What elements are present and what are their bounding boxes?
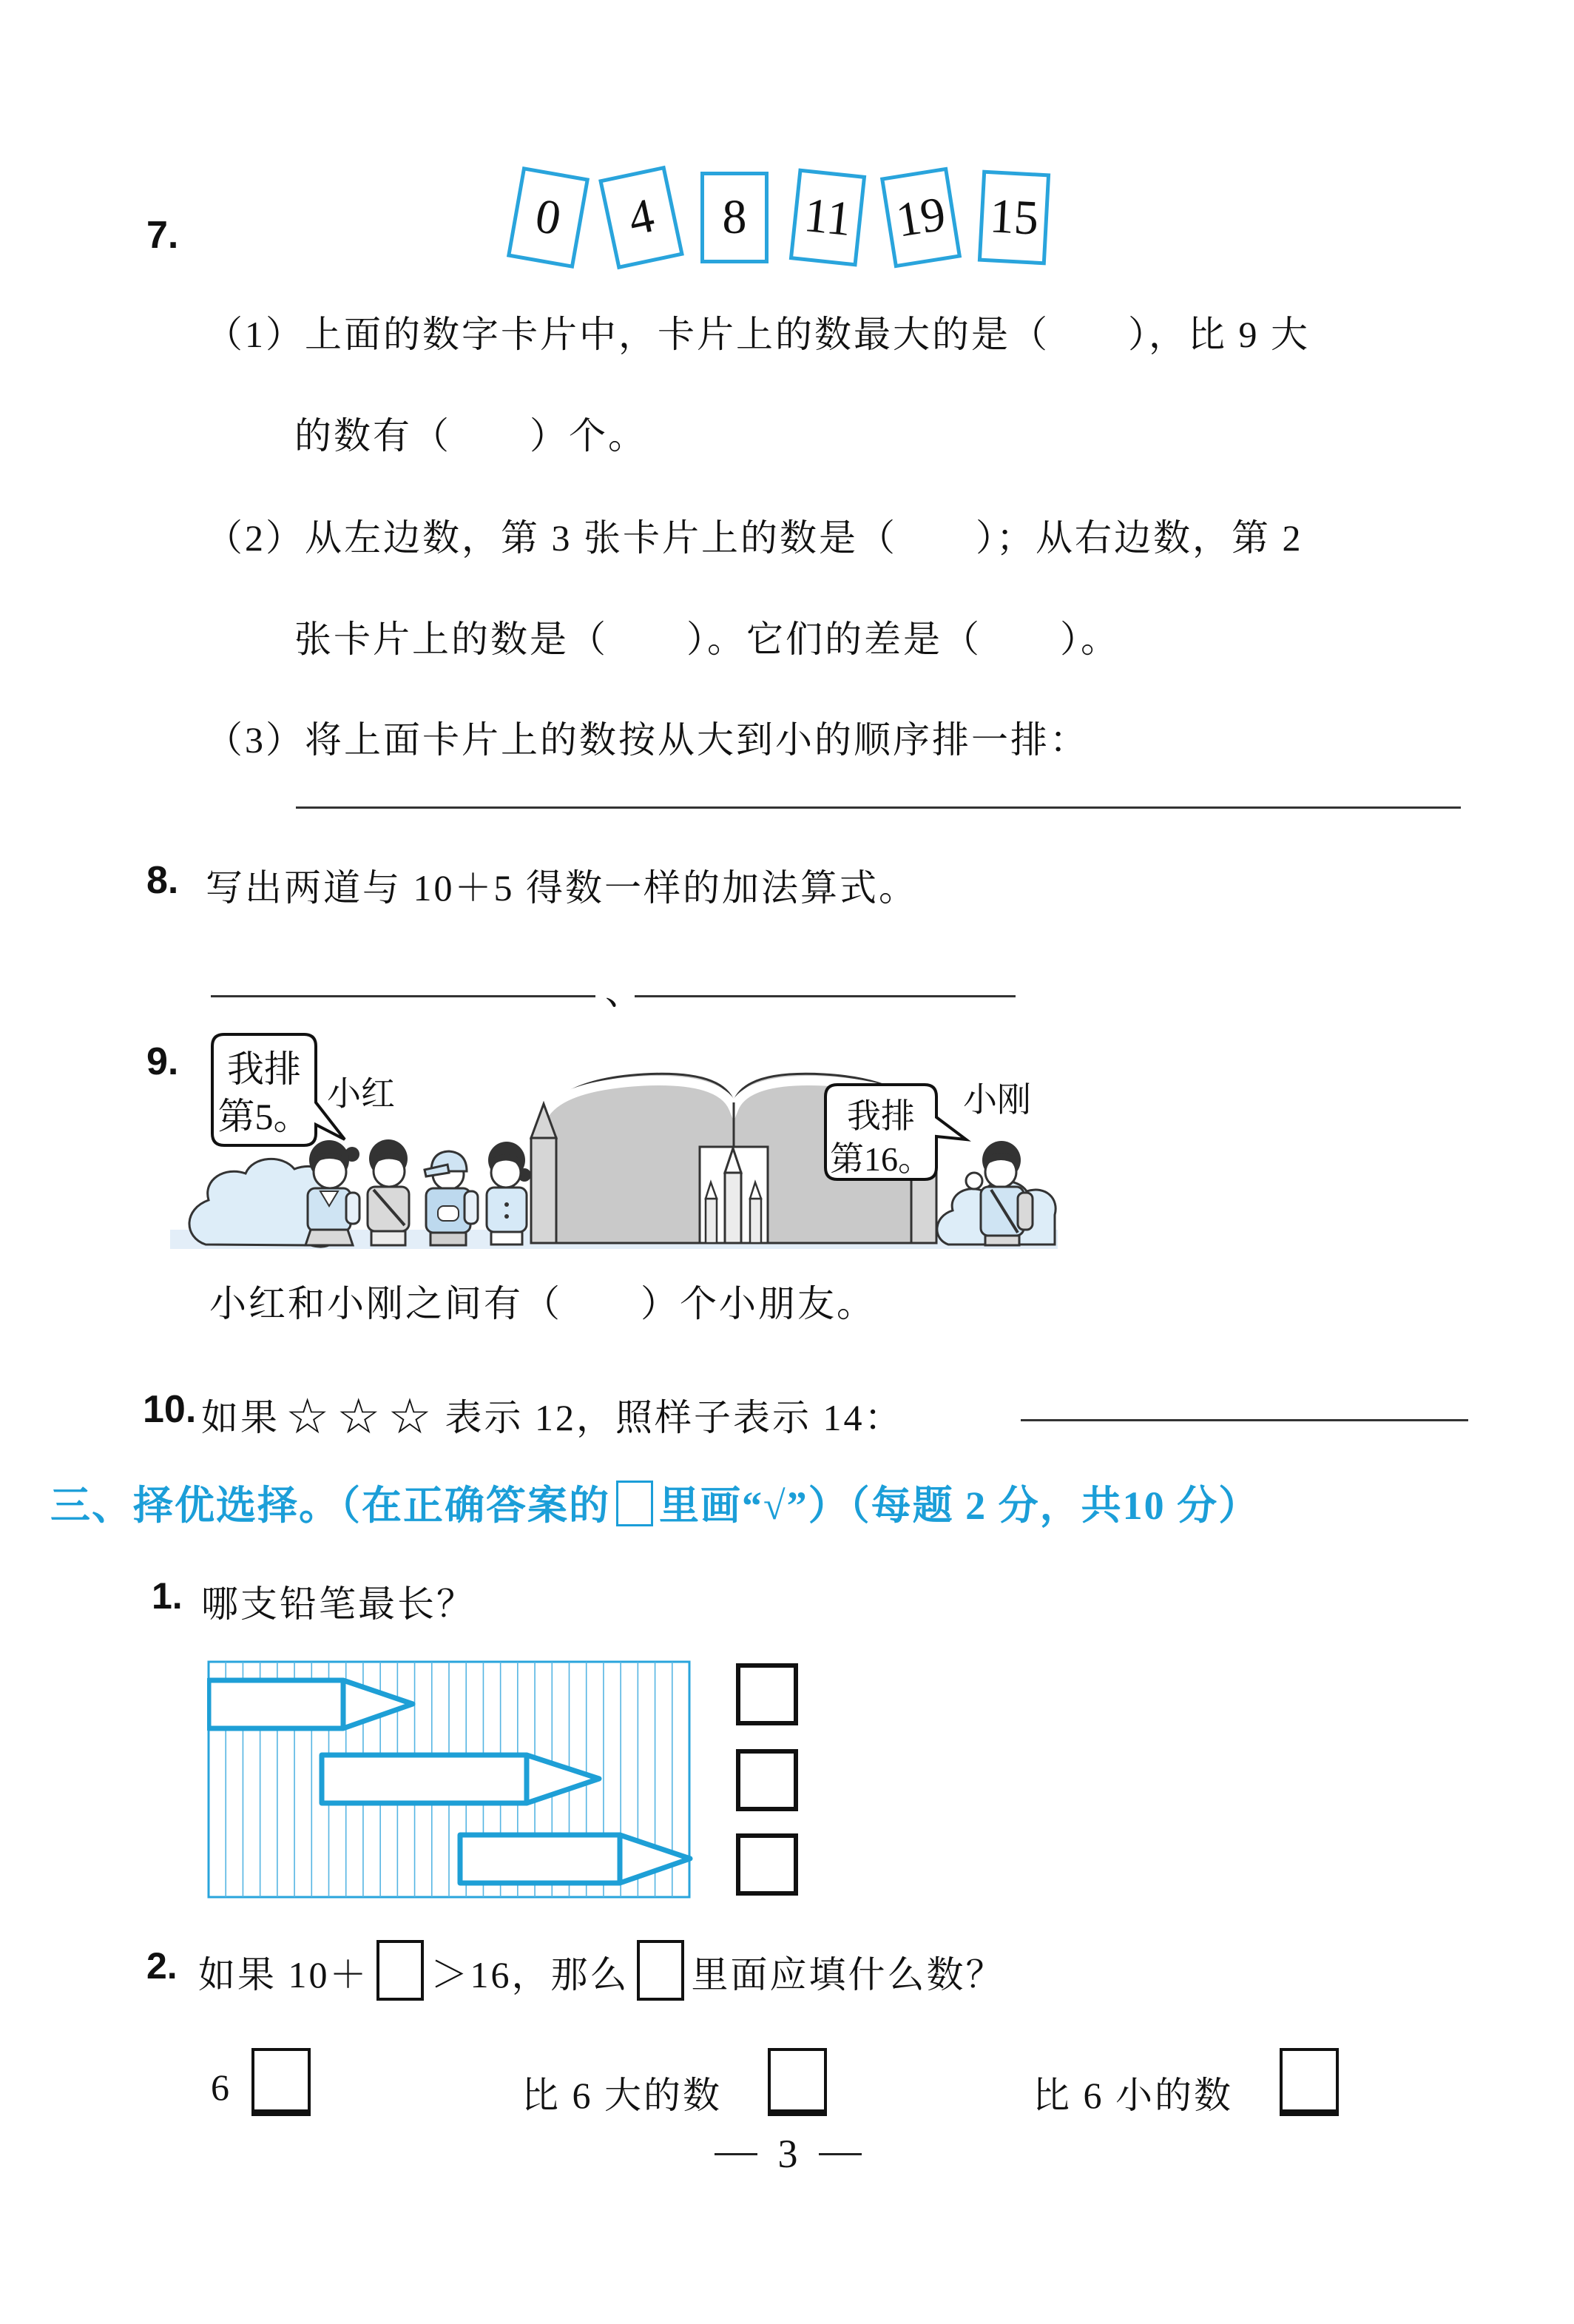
star-icons: ☆☆☆ (286, 1390, 439, 1444)
q7-sub3-answer-blank[interactable] (296, 775, 1461, 809)
s3q2-option1-text: 6 (211, 2067, 232, 2108)
q8-number: 8. (146, 859, 179, 902)
q9-illustration (170, 1028, 1058, 1250)
s3q1-number: 1. (152, 1575, 183, 1617)
footer-dash-right (819, 2153, 862, 2155)
bubble-left-line2: 第5。 (217, 1096, 311, 1137)
q7-sub3-line: （3）将上面卡片上的数按从大到小的顺序排一排： (206, 719, 1089, 761)
s3q2-line (198, 1940, 1005, 2001)
s3q2-option3-checkbox[interactable] (1280, 2048, 1339, 2116)
footer-dash-left (715, 2153, 757, 2155)
s3q2-inline-box-2[interactable] (637, 1940, 684, 2001)
q10-line (201, 1385, 904, 1443)
label-xiaohong: 小红 (327, 1075, 395, 1113)
bubble-right-line2: 第16。 (830, 1140, 932, 1178)
q7-sub1-line2: 的数有（ ）个。 (294, 415, 647, 457)
s3q2-option2-text: 比 6 大的数 (521, 2075, 722, 2116)
label-xiaogang: 小刚 (963, 1081, 1031, 1119)
q9-number: 9. (146, 1040, 179, 1083)
bubble-right-line1: 我排 (847, 1097, 915, 1135)
q8-text: 写出两道与 10＋5 得数一样的加法算式。 (206, 867, 918, 909)
child-2 (368, 1139, 409, 1245)
number-card: 11 (789, 169, 866, 267)
q10-number: 10. (143, 1388, 197, 1431)
s3q2-option3-text: 比 6 小的数 (1033, 2075, 1233, 2116)
s3q2-part1: 如果 10＋ (198, 1954, 369, 1995)
number-card: 4 (598, 166, 684, 269)
number-card: 15 (978, 170, 1050, 266)
pencil-figure (207, 1657, 695, 1902)
child-4 (487, 1142, 531, 1244)
s3q2-number: 2. (146, 1945, 178, 1987)
section3-note-before: （在正确答案的 (340, 1483, 610, 1528)
s3q2-part2: ＞16，那么 (430, 1954, 629, 1995)
q10-answer-blank[interactable] (1021, 1378, 1468, 1421)
s3q2-part3: 里面应填什么数？ (691, 1954, 1005, 1995)
page-number: 3 (777, 2132, 798, 2176)
pencil-pillar-left (531, 1104, 556, 1243)
s3q2-inline-box-1[interactable] (376, 1940, 424, 2001)
gate-opening (700, 1147, 768, 1243)
q8-separator: 、 (605, 971, 644, 1012)
section3-title: 三、择优选择。 (50, 1483, 340, 1528)
speech-bubble-left (212, 1034, 345, 1145)
section3-header (50, 1474, 1260, 1531)
q9-question: 小红和小刚之间有（ ）个小朋友。 (209, 1283, 876, 1324)
child-xiaohong (305, 1140, 359, 1245)
number-card: 0 (507, 166, 590, 269)
section3-note-after: 里画“√”）（每题 2 分，共10 分） (659, 1483, 1260, 1528)
q8-answer-blank-1[interactable] (211, 962, 595, 997)
number-card: 19 (880, 167, 962, 269)
q7-sub2-line1: （2）从左边数，第 3 张卡片上的数是（ ）；从右边数，第 2 (206, 517, 1303, 559)
pencil-1-checkbox[interactable] (736, 1663, 798, 1725)
q7-number: 7. (146, 214, 179, 257)
s3q2-option1-checkbox[interactable] (251, 2048, 311, 2116)
q8-answer-blank-2[interactable] (635, 962, 1016, 997)
s3q2-option2-checkbox[interactable] (768, 2048, 827, 2116)
q10-suffix: 表示 12，照样子表示 14： (445, 1397, 904, 1438)
page-footer (651, 2131, 925, 2177)
q10-prefix: 如果 (201, 1397, 280, 1438)
pencil-2-checkbox[interactable] (736, 1749, 798, 1811)
speech-bubble-right (825, 1085, 966, 1179)
q7-number-cards (514, 172, 1048, 263)
number-card: 8 (700, 172, 769, 263)
q7-sub1-line1: （1）上面的数字卡片中，卡片上的数最大的是（ ），比 9 大 (206, 314, 1310, 355)
pencil-3-checkbox[interactable] (736, 1833, 798, 1896)
answer-box-icon (616, 1481, 653, 1526)
q7-sub2-line2: 张卡片上的数是（ ）。它们的差是（ ）。 (294, 619, 1120, 660)
s3q1-text: 哪支铅笔最长？ (201, 1583, 476, 1625)
bubble-left-line1: 我排 (227, 1048, 301, 1090)
